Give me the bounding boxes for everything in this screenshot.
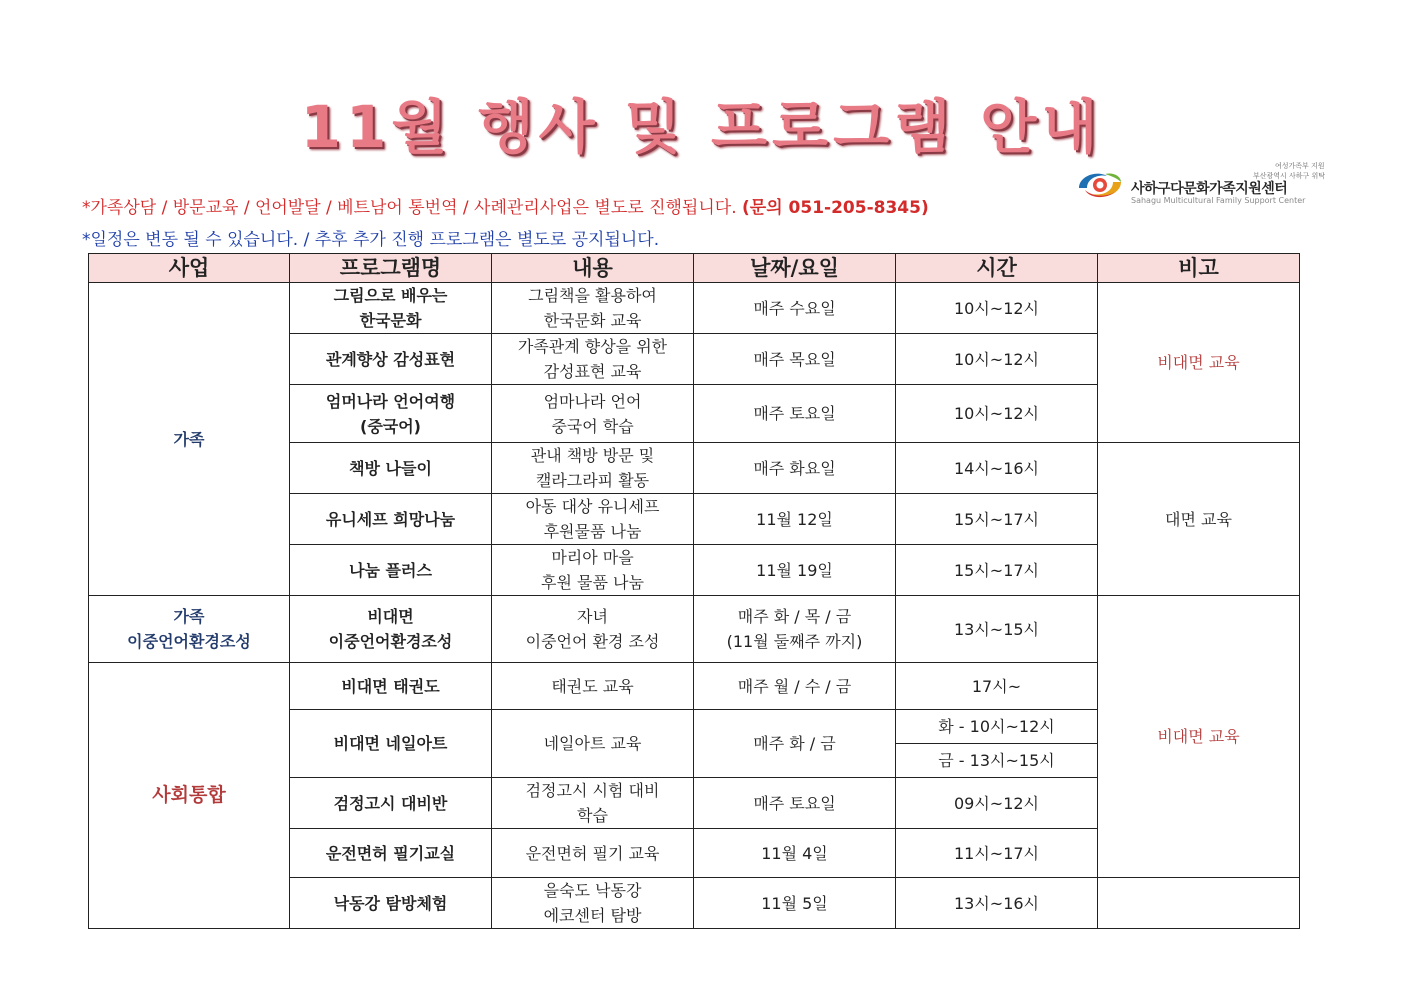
program-date: 매주 토요일 bbox=[694, 778, 896, 829]
program-content: 엄마나라 언어 중국어 학습 bbox=[492, 385, 694, 443]
program-date: 매주 화 / 금 bbox=[694, 710, 896, 778]
remark-offline: 대면 교육 bbox=[1098, 443, 1300, 596]
program-name: 책방 나들이 bbox=[290, 443, 492, 494]
header-time: 시간 bbox=[896, 254, 1098, 283]
program-name: 비대면 네일아트 bbox=[290, 710, 492, 778]
program-content: 자녀 이중언어 환경 조성 bbox=[492, 596, 694, 663]
program-time: 10시~12시 bbox=[896, 385, 1098, 443]
group-bilingual: 가족 이중언어환경조성 bbox=[89, 596, 290, 663]
program-name: 검정고시 대비반 bbox=[290, 778, 492, 829]
logo-sup-line-1: 여성가족부 지원 bbox=[1275, 162, 1325, 170]
notice-line-1 bbox=[82, 193, 929, 218]
program-date: 11월 12일 bbox=[694, 494, 896, 545]
remark-online-1: 비대면 교육 bbox=[1098, 283, 1300, 443]
program-name: 낙동강 탐방체험 bbox=[290, 878, 492, 929]
program-time: 13시~15시 bbox=[896, 596, 1098, 663]
program-date: 11월 4일 bbox=[694, 829, 896, 878]
program-date: 매주 목요일 bbox=[694, 334, 896, 385]
program-name: 나눔 플러스 bbox=[290, 545, 492, 596]
header-business: 사업 bbox=[89, 254, 290, 283]
logo-sup-line-2: 부산광역시 사하구 위탁 bbox=[1253, 172, 1326, 180]
program-time: 13시~16시 bbox=[896, 878, 1098, 929]
program-time: 09시~12시 bbox=[896, 778, 1098, 829]
program-content: 관내 책방 방문 및 캘라그라피 활동 bbox=[492, 443, 694, 494]
logo-center-name-english: Sahagu Multicultural Family Support Center bbox=[1131, 196, 1306, 205]
program-name: 관계향상 감성표현 bbox=[290, 334, 492, 385]
program-time: 금 - 13시~15시 bbox=[896, 744, 1098, 778]
table-header-row bbox=[89, 254, 1300, 283]
program-time: 10시~12시 bbox=[896, 283, 1098, 334]
program-name: 운전면허 필기교실 bbox=[290, 829, 492, 878]
program-date: 매주 화요일 bbox=[694, 443, 896, 494]
group-family: 가족 bbox=[89, 283, 290, 596]
remark-empty bbox=[1098, 878, 1300, 929]
program-content: 을숙도 낙동강 에코센터 탐방 bbox=[492, 878, 694, 929]
program-date: 매주 화 / 목 / 금 (11월 둘째주 까지) bbox=[694, 596, 896, 663]
program-time: 15시~17시 bbox=[896, 545, 1098, 596]
notice-line-2: *일정은 변동 될 수 있습니다. / 추후 추가 진행 프로그램은 별도로 공지됩니다. bbox=[82, 230, 660, 250]
program-content: 아동 대상 유니세프 후원물품 나눔 bbox=[492, 494, 694, 545]
program-name: 그림으로 배우는 한국문화 bbox=[290, 283, 492, 334]
program-date: 11월 5일 bbox=[694, 878, 896, 929]
schedule-table bbox=[88, 253, 1300, 929]
program-time: 화 - 10시~12시 bbox=[896, 710, 1098, 744]
program-name: 비대면 태권도 bbox=[290, 663, 492, 710]
center-logo-icon bbox=[1075, 168, 1125, 202]
logo-center-name: 사하구다문화가족지원센터 bbox=[1131, 181, 1288, 197]
program-content: 네일아트 교육 bbox=[492, 710, 694, 778]
program-name: 비대면 이중언어환경조성 bbox=[290, 596, 492, 663]
notice-line-1-text: *가족상담 / 방문교육 / 언어발달 / 베트남어 통번역 / 사례관리사업은 별도로 진행됩니다. bbox=[82, 198, 737, 218]
program-date: 매주 토요일 bbox=[694, 385, 896, 443]
table-row bbox=[89, 283, 1300, 334]
table-row bbox=[89, 596, 1300, 663]
program-date: 11월 19일 bbox=[694, 545, 896, 596]
remark-online-2: 비대면 교육 bbox=[1098, 596, 1300, 878]
header-content: 내용 bbox=[492, 254, 694, 283]
program-time: 14시~16시 bbox=[896, 443, 1098, 494]
contact-phone: (문의 051-205-8345) bbox=[742, 198, 929, 218]
header-date: 날짜/요일 bbox=[694, 254, 896, 283]
program-content: 가족관계 향상을 위한 감성표현 교육 bbox=[492, 334, 694, 385]
group-social-integration: 사회통합 bbox=[89, 663, 290, 929]
program-date: 매주 수요일 bbox=[694, 283, 896, 334]
program-time: 15시~17시 bbox=[896, 494, 1098, 545]
program-content: 검정고시 시험 대비 학습 bbox=[492, 778, 694, 829]
program-name: 유니세프 희망나눔 bbox=[290, 494, 492, 545]
header-program: 프로그램명 bbox=[290, 254, 492, 283]
program-content: 그림책을 활용하여 한국문화 교육 bbox=[492, 283, 694, 334]
program-content: 태권도 교육 bbox=[492, 663, 694, 710]
program-content: 마리아 마을 후원 물품 나눔 bbox=[492, 545, 694, 596]
program-name: 엄머나라 언어여행 (중국어) bbox=[290, 385, 492, 443]
program-date: 매주 월 / 수 / 금 bbox=[694, 663, 896, 710]
page-title: 11월 행사 및 프로그램 안내 bbox=[300, 93, 1103, 161]
header-remark: 비고 bbox=[1098, 254, 1300, 283]
program-time: 17시~ bbox=[896, 663, 1098, 710]
center-logo bbox=[1075, 160, 1326, 208]
program-time: 11시~17시 bbox=[896, 829, 1098, 878]
program-content: 운전면허 필기 교육 bbox=[492, 829, 694, 878]
program-time: 10시~12시 bbox=[896, 334, 1098, 385]
